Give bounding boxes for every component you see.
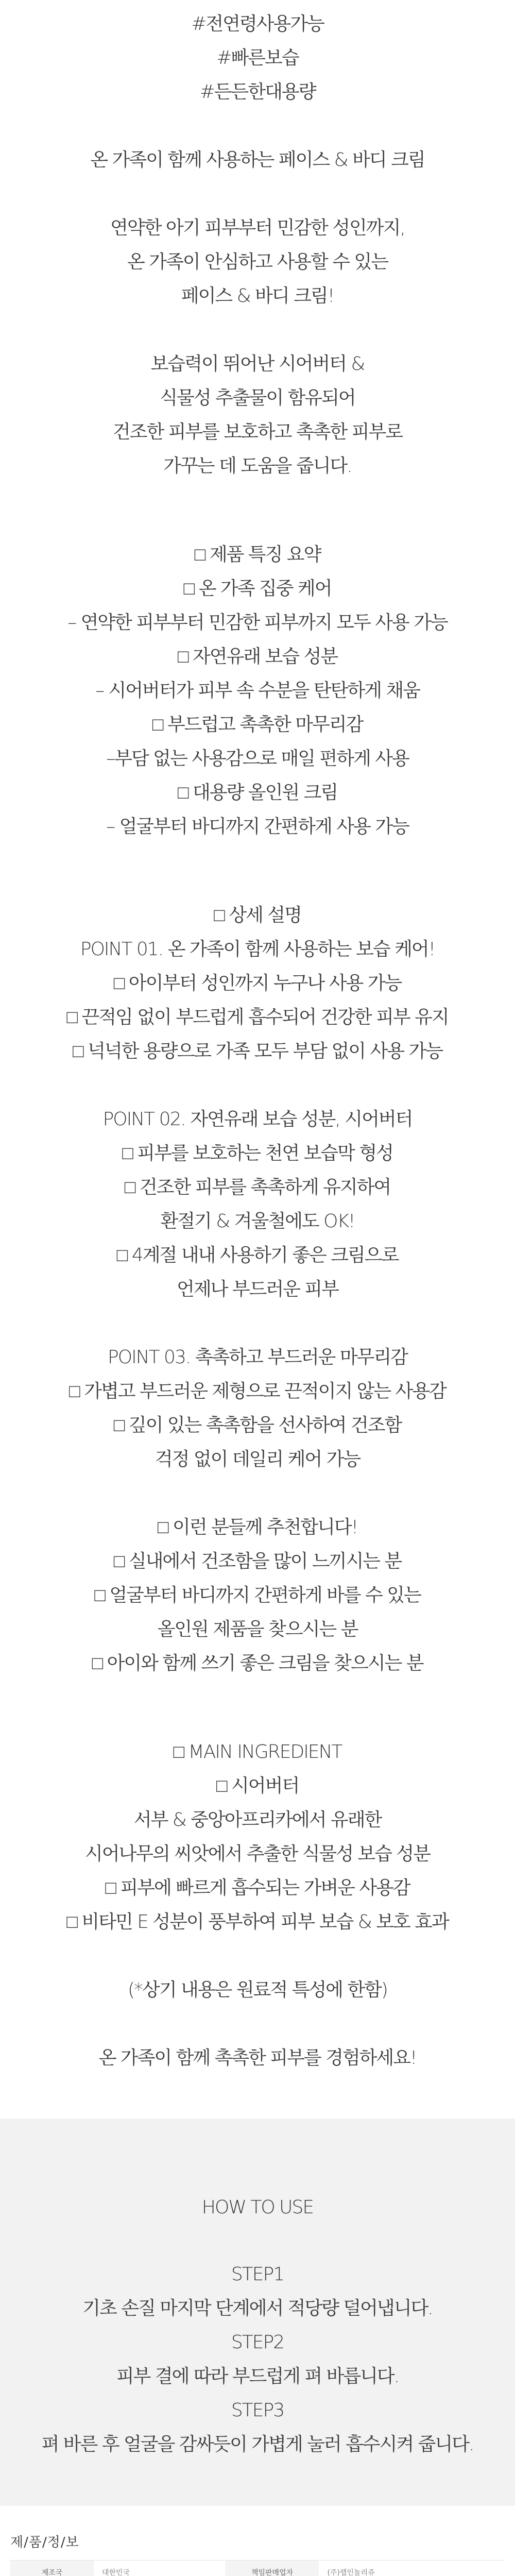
details-line: POINT 03. 촉촉하고 부드러운 마무리감 — [108, 1347, 407, 1368]
details-line: □ 깊이 있는 촉촉함을 선사하여 건조함 — [113, 1415, 402, 1436]
how-to-use-title: HOW TO USE — [201, 2197, 314, 2218]
details-line: □ 피부를 보호하는 천연 보습막 형성 — [122, 1143, 393, 1164]
features-line: □ 부드럽고 촉촉한 마무리감 — [152, 714, 363, 735]
seller-label: 책임판매업자 — [225, 2561, 319, 2576]
features-line: □ 자연유래 보습 성분 — [177, 646, 338, 667]
ingredient-section — [0, 1735, 515, 2075]
hero-section — [0, 0, 515, 483]
hero-line: 식물성 추출물이 함유되어 — [160, 387, 355, 409]
origin-value: 대한민국 — [94, 2561, 225, 2576]
ingredient-line: 서부 & 중앙아프리카에서 유래한 — [133, 1809, 382, 1831]
details-line: POINT 02. 자연유래 보습 성분, 시어버터 — [102, 1109, 413, 1130]
ingredient-line: (*상기 내용은 원료적 특성에 한함) — [128, 1979, 387, 2001]
details-line: □ 얼굴부터 바디까지 간편하게 바를 수 있는 — [94, 1585, 421, 1606]
line-spacer — [0, 109, 515, 143]
howto-line: 기초 손질 마지막 단계에서 적당량 덜어냅니다. — [82, 2298, 433, 2319]
details-line: 환절기 & 겨울철에도 OK! — [160, 1211, 355, 1232]
features-line: –부담 없는 사용감으로 매일 편하게 사용 — [106, 748, 409, 769]
howto-line: STEP3 — [231, 2400, 284, 2421]
ingredient-line: □ 비타민 E 성분이 풍부하여 피부 보습 & 보호 효과 — [66, 1911, 449, 1933]
line-spacer — [0, 313, 515, 347]
hero-line: 보습력이 뛰어난 시어버터 & — [150, 353, 365, 375]
line-spacer — [0, 1069, 515, 1103]
details-line: 걱정 없이 데일리 케어 가능 — [154, 1449, 360, 1470]
details-line: □ 실내에서 건조함을 많이 느끼시는 분 — [113, 1551, 402, 1572]
details-line: □ 가볍고 부드러운 제형으로 끈적이지 않는 사용감 — [69, 1381, 446, 1402]
line-spacer — [0, 2007, 515, 2041]
table-row — [10, 2561, 505, 2576]
features-line: – 얼굴부터 바디까지 간편하게 사용 가능 — [106, 816, 409, 837]
ingredient-line: □ 피부에 빠르게 흡수되는 가벼운 사용감 — [105, 1877, 410, 1899]
details-line: □ 건조한 피부를 촉촉하게 유지하여 — [124, 1177, 391, 1198]
line-spacer — [0, 1477, 515, 1511]
hero-line: #든든한대용량 — [199, 81, 316, 103]
features-section — [0, 538, 515, 844]
line-spacer — [0, 177, 515, 211]
hero-line: 페이스 & 바디 크림! — [181, 285, 334, 307]
details-line: □ 아이와 함께 쓰기 좋은 크림을 찾으시는 분 — [92, 1653, 423, 1674]
product-info-section — [0, 2506, 515, 2576]
ingredient-line: 온 가족이 함께 촉촉한 피부를 경험하세요! — [98, 2047, 417, 2069]
hero-line: 연약한 아기 피부부터 민감한 성인까지, — [110, 217, 405, 239]
hero-line: #전연령사용가능 — [191, 13, 324, 35]
howto-line: 피부 결에 따라 부드럽게 펴 바릅니다. — [116, 2366, 399, 2387]
ingredient-line: □ MAIN INGREDIENT — [173, 1741, 342, 1762]
product-info-heading: 제/품/정/보 — [10, 2535, 79, 2550]
details-line: □ 끈적임 없이 부드럽게 흡수되어 건강한 피부 유지 — [66, 1007, 449, 1028]
features-line: – 연약한 피부부터 민감한 피부까지 모두 사용 가능 — [67, 612, 448, 633]
howto-line: STEP1 — [231, 2264, 284, 2285]
hero-line: 온 가족이 함께 사용하는 페이스 & 바디 크림 — [90, 149, 425, 171]
features-line: □ 대용량 올인원 크림 — [177, 782, 338, 803]
features-line: – 시어버터가 피부 속 수분을 탄탄하게 채움 — [95, 680, 420, 701]
hero-line: 가꾸는 데 도움을 줍니다. — [163, 455, 352, 477]
ingredient-line: □ 시어버터 — [216, 1775, 299, 1797]
features-line: □ 온 가족 집중 케어 — [183, 578, 332, 599]
hero-line: 건조한 피부를 보호하고 촉촉한 피부로 — [112, 421, 403, 443]
line-spacer — [0, 1307, 515, 1341]
origin-label: 제조국 — [10, 2561, 94, 2576]
details-section — [0, 899, 515, 1681]
hero-line: #빠른보습 — [216, 47, 299, 69]
howto-line: STEP2 — [231, 2332, 284, 2353]
details-line: □ 4계절 내내 사용하기 좋은 크림으로 — [116, 1245, 399, 1266]
details-line: □ 아이부터 성인까지 누구나 사용 가능 — [113, 973, 402, 994]
howto-line: 펴 바른 후 얼굴을 감싸듯이 가볍게 눌러 흡수시켜 줍니다. — [41, 2434, 474, 2455]
how-to-use-steps — [0, 2258, 515, 2462]
how-to-use-section — [0, 2119, 515, 2506]
features-line: □ 제품 특징 요약 — [194, 544, 321, 565]
hero-line: 온 가족이 안심하고 사용할 수 있는 — [127, 251, 388, 273]
details-line: □ 이런 분들께 추천합니다! — [157, 1517, 358, 1538]
product-info-table — [10, 2560, 505, 2576]
details-line: 언제나 부드러운 피부 — [177, 1279, 338, 1300]
line-spacer — [0, 1939, 515, 1973]
details-line: □ 상세 설명 — [214, 905, 301, 926]
details-line: 올인원 제품을 찾으시는 분 — [157, 1619, 358, 1640]
seller-value: (주)랩인놀리쥬 — [319, 2561, 505, 2576]
ingredient-line: 시어나무의 씨앗에서 추출한 식물성 보습 성분 — [85, 1843, 430, 1865]
details-line: POINT 01. 온 가족이 함께 사용하는 보습 케어! — [80, 939, 435, 960]
details-line: □ 넉넉한 용량으로 가족 모두 부담 없이 사용 가능 — [72, 1041, 443, 1062]
